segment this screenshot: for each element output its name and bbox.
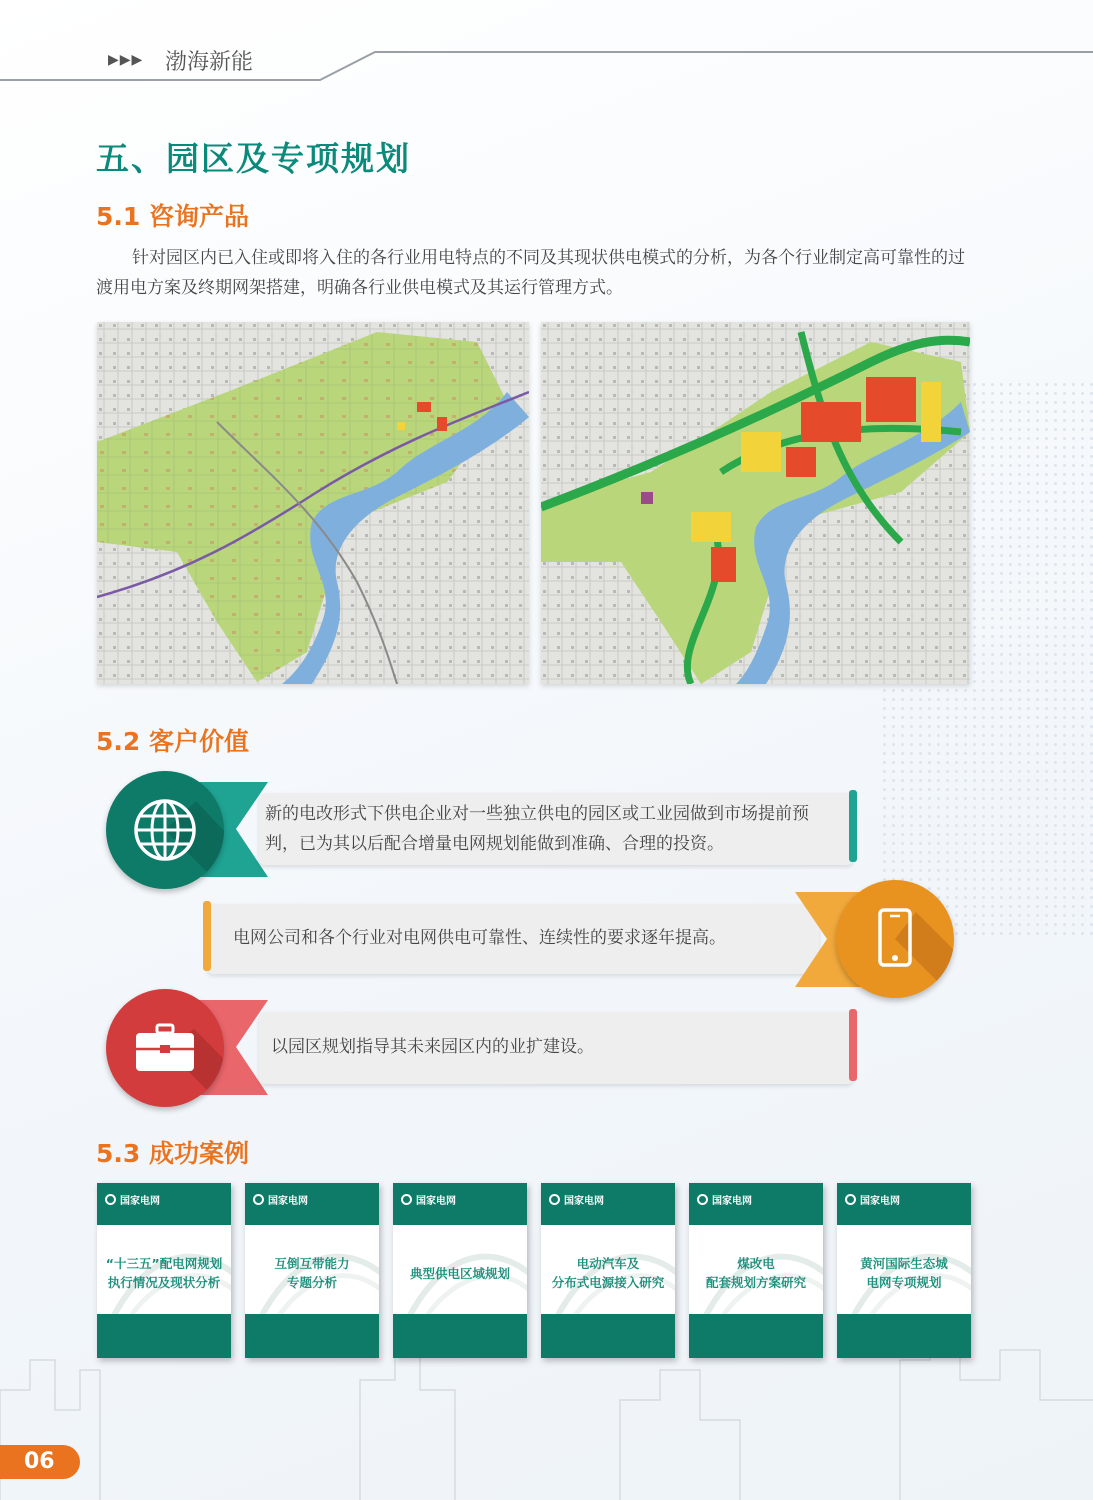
case-title: 黄河国际生态城 电网专项规划 [860,1256,948,1290]
state-grid-logo: 国家电网 [697,1192,752,1207]
park-map-planned [541,322,970,684]
subsection-heading-5-3: 5.3 成功案例 [96,1139,249,1168]
value-circle-3 [106,989,224,1107]
state-grid-logo: 国家电网 [105,1192,160,1207]
case-footer [245,1314,379,1358]
value-card-1 [259,793,853,865]
value-card-1-accent [849,790,857,862]
case-title: 互倒互带能力 专题分析 [274,1256,350,1290]
value-card-2 [207,904,819,974]
briefcase-icon [106,989,224,1107]
header-title: 渤海新能 [165,50,254,75]
state-grid-emblem-icon [401,1194,412,1205]
state-grid-logo: 国家电网 [253,1192,308,1207]
state-grid-emblem-icon [697,1194,708,1205]
case-report-2[interactable] [245,1183,379,1358]
case-report-3[interactable] [393,1183,527,1358]
section-heading: 五、园区及专项规划 [96,139,411,178]
case-report-1[interactable] [97,1183,231,1358]
case-report-5[interactable] [689,1183,823,1358]
case-footer [837,1314,971,1358]
state-grid-emblem-icon [549,1194,560,1205]
state-grid-emblem-icon [845,1194,856,1205]
case-report-4[interactable] [541,1183,675,1358]
smartphone-icon [836,880,954,998]
case-report-6[interactable] [837,1183,971,1358]
park-map-current [97,322,529,684]
state-grid-logo: 国家电网 [845,1192,900,1207]
state-grid-logo: 国家电网 [549,1192,604,1207]
value-card-3 [259,1012,853,1084]
state-grid-emblem-icon [105,1194,116,1205]
page-number: 06 [0,1445,80,1479]
state-grid-logo: 国家电网 [401,1192,456,1207]
value-card-2-accent [203,901,211,971]
case-title: 煤改电 配套规划方案研究 [705,1256,806,1290]
value-card-1-text: 新的电改形式下供电企业对一些独立供电的园区或工业园做到市场提前预判，已为其以后配合增量电网规划能做到准确、合理的投资。 [265,804,809,854]
case-footer [97,1314,231,1358]
state-grid-emblem-icon [253,1194,264,1205]
value-card-3-text: 以园区规划指导其未来园区内的业扩建设。 [271,1037,594,1057]
globe-icon [106,771,224,889]
case-footer [541,1314,675,1358]
subsection-heading-5-2: 5.2 客户价值 [96,727,249,756]
value-circle-2 [836,880,954,998]
value-card-3-accent [849,1009,857,1081]
header-rule [0,0,1093,90]
case-title: 电动汽车及 分布式电源接入研究 [551,1256,665,1290]
case-title: 典型供电区域规划 [409,1265,510,1281]
case-title: “十三五”配电网规划 执行情况及现状分析 [105,1256,223,1290]
consulting-paragraph: 针对园区内已入住或即将入住的各行业用电特点的不同及其现状供电模式的分析，为各个行业制定高可靠性的过渡用电方案及终期网架搭建，明确各行业供电模式及其运行管理方式。 [96,248,965,298]
header-arrows: ▶▶▶ [108,52,144,68]
case-footer [689,1314,823,1358]
subsection-heading-5-1: 5.1 咨询产品 [96,202,249,231]
case-footer [393,1314,527,1358]
value-card-2-text: 电网公司和各个行业对电网供电可靠性、连续性的要求逐年提高。 [233,928,726,948]
value-circle-1 [106,771,224,889]
